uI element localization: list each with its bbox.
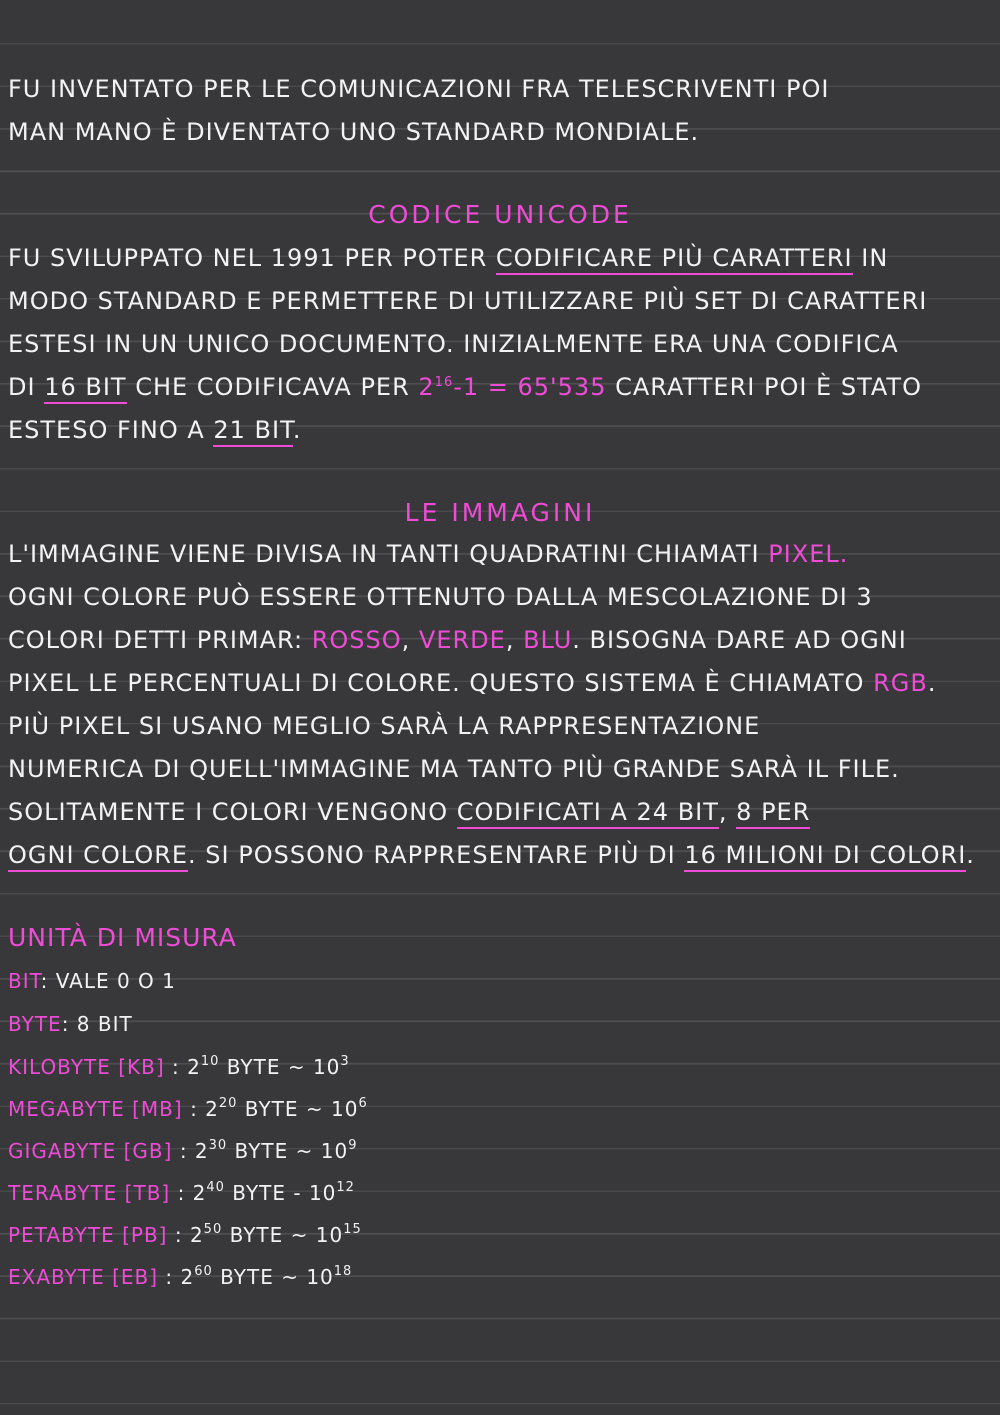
unit-pexp: 15 bbox=[343, 1222, 362, 1237]
unit-pexp: 18 bbox=[333, 1264, 353, 1279]
unit-base: 2 bbox=[180, 1265, 195, 1289]
unit-mid: BYTE ~ bbox=[222, 1223, 316, 1247]
images-heading: LE IMMAGINI bbox=[404, 498, 596, 527]
unit-label: KILOBYTE [KB] bbox=[8, 1055, 165, 1079]
underlined-phrase: 8 PER bbox=[736, 798, 810, 829]
text-span: IN bbox=[852, 244, 889, 272]
text-span: . bbox=[839, 540, 849, 568]
images-line-7 bbox=[8, 797, 810, 827]
text-span: , bbox=[505, 626, 524, 654]
text-span: DI bbox=[8, 373, 45, 401]
unit-label: GIGABYTE [GB] bbox=[8, 1139, 173, 1163]
underlined-phrase: CODIFICATI A 24 BIT bbox=[457, 798, 719, 829]
text-span: ESTESO FINO A bbox=[8, 416, 214, 444]
images-line-5: PIÙ PIXEL SI USANO MEGLIO SARÀ LA RAPPRESENTAZIONE bbox=[8, 712, 761, 740]
unit-label: MEGABYTE [MB] bbox=[8, 1097, 183, 1121]
underlined-phrase: 21 BIT bbox=[213, 416, 293, 447]
unit-row bbox=[8, 1136, 357, 1166]
text-span: SOLITAMENTE I COLORI VENGONO bbox=[8, 798, 457, 826]
images-line-1 bbox=[8, 539, 848, 569]
unit-text: : 8 BIT bbox=[61, 1012, 133, 1036]
unit-mid: BYTE - bbox=[224, 1181, 309, 1205]
unit-mid: BYTE ~ bbox=[219, 1055, 313, 1079]
underlined-phrase: OGNI COLORE bbox=[8, 841, 188, 872]
unit-pexp: 12 bbox=[336, 1180, 355, 1195]
color-verde: VERDE bbox=[418, 626, 506, 654]
color-blu: BLU bbox=[523, 626, 573, 654]
formula-base: 2 bbox=[418, 373, 435, 401]
unicode-line-4 bbox=[8, 372, 922, 402]
unit-sep: : bbox=[158, 1265, 181, 1289]
unit-label: EXABYTE [EB] bbox=[8, 1265, 159, 1289]
text-span: CARATTERI POI È STATO bbox=[606, 373, 922, 401]
unit-label: TERABYTE [TB] bbox=[8, 1181, 171, 1205]
unit-pbase: 10 bbox=[320, 1139, 349, 1163]
formula-exponent: 16 bbox=[434, 375, 454, 390]
unit-mid: BYTE ~ bbox=[212, 1265, 307, 1289]
unit-byte-row bbox=[8, 1009, 133, 1039]
text-span: . bbox=[927, 669, 937, 697]
highlight-rgb: RGB bbox=[873, 669, 928, 697]
images-line-3 bbox=[8, 625, 907, 655]
units-heading: UNITÀ DI MISURA bbox=[8, 923, 237, 952]
unit-exp: 50 bbox=[203, 1222, 223, 1237]
unit-label: BYTE bbox=[8, 1012, 62, 1036]
unit-exp: 20 bbox=[218, 1096, 238, 1111]
unit-exp: 10 bbox=[200, 1054, 220, 1069]
unit-pexp: 6 bbox=[358, 1096, 368, 1111]
unit-base: 2 bbox=[192, 1181, 207, 1205]
text-span: . bbox=[292, 416, 302, 444]
unit-pbase: 10 bbox=[308, 1181, 337, 1205]
unit-base: 2 bbox=[189, 1223, 204, 1247]
unicode-heading: CODICE UNICODE bbox=[368, 200, 632, 229]
intro-line-2: MAN MANO È DIVENTATO UNO STANDARD MONDIALE. bbox=[8, 118, 700, 146]
unit-base: 2 bbox=[187, 1055, 201, 1079]
images-line-8 bbox=[8, 840, 975, 870]
unit-sep: : bbox=[167, 1223, 190, 1247]
unit-text: : VALE 0 O 1 bbox=[40, 969, 176, 993]
text-span: , bbox=[401, 626, 419, 654]
unit-exp: 40 bbox=[206, 1180, 225, 1195]
color-rosso: ROSSO bbox=[311, 626, 402, 654]
text-span: . BISOGNA DARE AD OGNI bbox=[572, 626, 907, 654]
unicode-line-5 bbox=[8, 415, 302, 445]
formula-rest: -1 = 65'535 bbox=[453, 373, 607, 401]
text-span: PIXEL LE PERCENTUALI DI COLORE. QUESTO SISTEMA È CHIAMATO bbox=[8, 669, 874, 697]
unit-row bbox=[8, 1262, 352, 1292]
unit-mid: BYTE ~ bbox=[237, 1097, 331, 1121]
unit-exp: 60 bbox=[194, 1264, 213, 1279]
unit-pbase: 10 bbox=[330, 1097, 359, 1121]
underlined-phrase: 16 MILIONI DI COLORI bbox=[684, 841, 966, 872]
unit-sep: : bbox=[182, 1097, 206, 1121]
text-span: , bbox=[718, 798, 737, 826]
unit-pbase: 10 bbox=[306, 1265, 334, 1289]
images-line-6: NUMERICA DI QUELL'IMMAGINE MA TANTO PIÙ GRANDE SARÀ IL FILE. bbox=[8, 755, 900, 783]
unit-exp: 30 bbox=[208, 1138, 228, 1153]
text-span: COLORI DETTI PRIMAR: bbox=[8, 626, 312, 654]
unit-row bbox=[8, 1094, 368, 1124]
unit-base: 2 bbox=[205, 1097, 219, 1121]
unit-sep: : bbox=[170, 1181, 193, 1205]
unit-row bbox=[8, 1052, 350, 1082]
formula bbox=[418, 373, 606, 401]
unit-label: BIT bbox=[8, 969, 41, 993]
unit-pexp: 9 bbox=[348, 1138, 358, 1153]
unit-pbase: 10 bbox=[315, 1223, 344, 1247]
unit-pbase: 10 bbox=[312, 1055, 341, 1079]
unit-base: 2 bbox=[194, 1139, 209, 1163]
text-span: L'IMMAGINE VIENE DIVISA IN TANTI QUADRATINI CHIAMATI bbox=[8, 540, 769, 568]
highlight-pixel: PIXEL bbox=[768, 540, 840, 568]
unit-sep: : bbox=[172, 1139, 195, 1163]
underlined-phrase: 16 BIT bbox=[44, 373, 126, 404]
images-line-4 bbox=[8, 668, 936, 698]
unit-mid: BYTE ~ bbox=[227, 1139, 321, 1163]
unit-pexp: 3 bbox=[340, 1054, 350, 1069]
unicode-line-3: ESTESI IN UN UNICO DOCUMENTO. INIZIALMENTE ERA UNA CODIFICA bbox=[8, 330, 899, 358]
text-span: FU SVILUPPATO NEL 1991 PER POTER bbox=[8, 244, 496, 272]
unit-bit-row bbox=[8, 966, 176, 996]
intro-line-1: FU INVENTATO PER LE COMUNICAZIONI FRA TELESCRIVENTI POI bbox=[8, 75, 830, 103]
text-span: CHE CODIFICAVA PER bbox=[126, 373, 419, 401]
underlined-phrase: CODIFICARE PIÙ CARATTERI bbox=[496, 244, 853, 275]
unit-row bbox=[8, 1178, 355, 1208]
text-span: . SI POSSONO RAPPRESENTARE PIÙ DI bbox=[188, 841, 685, 869]
unit-sep: : bbox=[164, 1055, 188, 1079]
unicode-line-2: MODO STANDARD E PERMETTERE DI UTILIZZARE PIÙ SET DI CARATTERI bbox=[8, 287, 928, 315]
images-line-2: OGNI COLORE PUÒ ESSERE OTTENUTO DALLA MESCOLAZIONE DI 3 bbox=[8, 583, 873, 611]
unicode-line-1 bbox=[8, 243, 888, 273]
text-span: . bbox=[966, 841, 975, 869]
unit-label: PETABYTE [PB] bbox=[8, 1223, 168, 1247]
unit-row bbox=[8, 1220, 362, 1250]
